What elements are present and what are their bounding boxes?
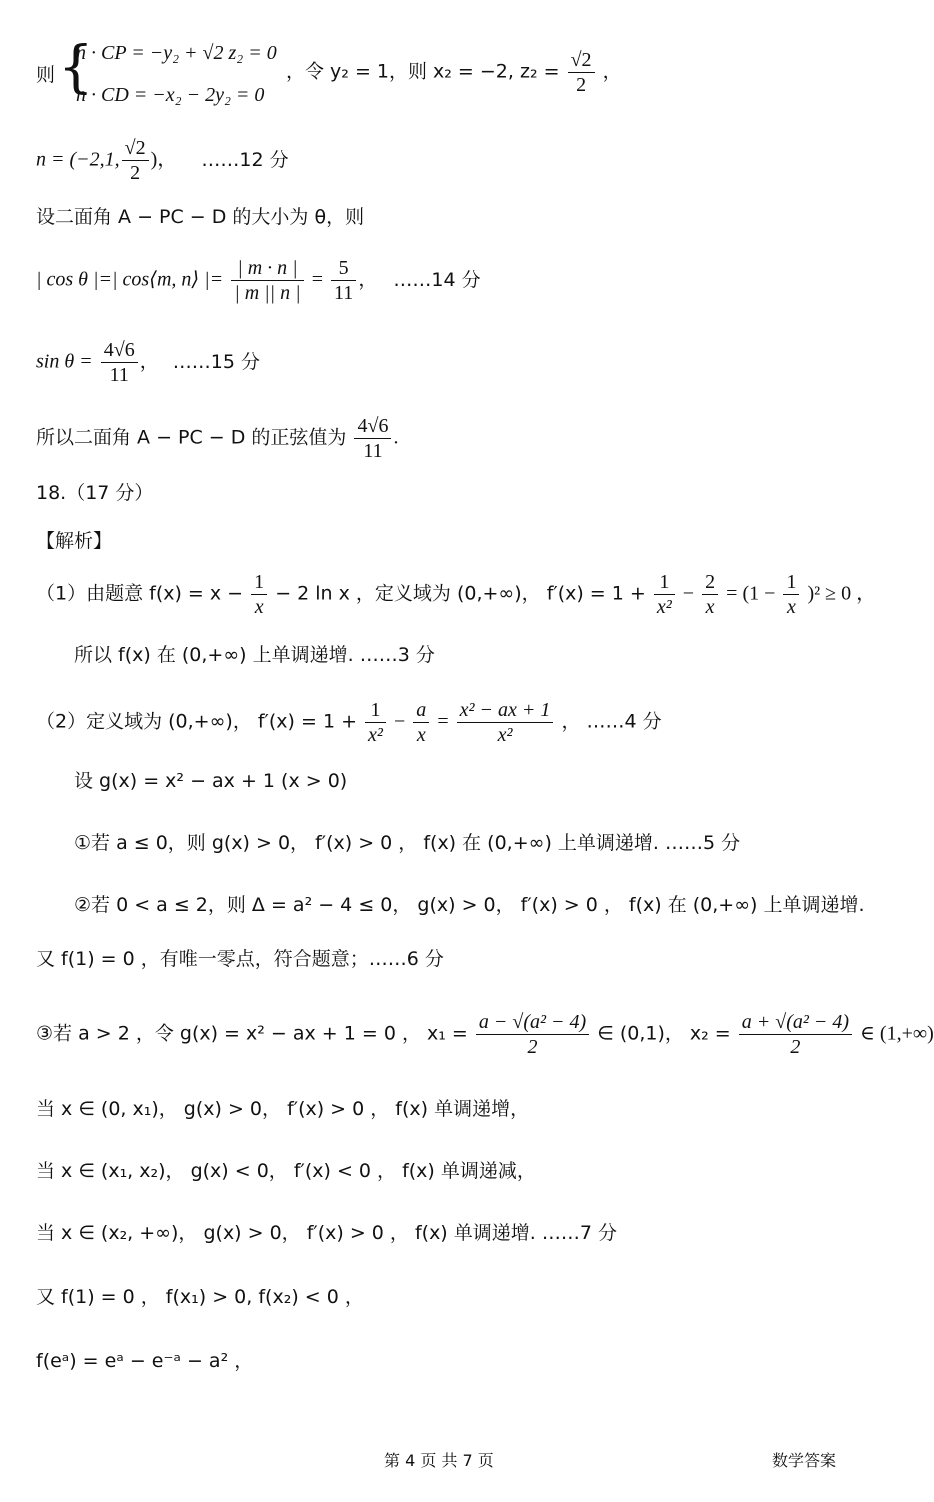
fraction: $\frac{1}{\text{x²}}$ (365, 698, 386, 747)
equation-row-1: n · CP = −y₂ + √2 z₂ = 0 (76, 42, 277, 64)
line-dihedral-angle: 设二面角 A − PC − D 的大小为 θ，则 (36, 206, 365, 228)
line-f-values: 又 f(1) = 0 ， f(x₁) > 0, f(x₂) < 0 ， (36, 1286, 364, 1308)
line-interval-1: 当 x ∈ (0, x₁)， g(x) > 0， f′(x) > 0 ， f(x) 单调递增， (36, 1098, 530, 1120)
fraction: $\frac{a}{x}$ (413, 698, 429, 747)
fraction: $\frac{2}{x}$ (702, 570, 718, 619)
fraction: $\frac{1}{x}$ (251, 570, 267, 619)
line-interval-3: 当 x ∈ (x₂, +∞)， g(x) > 0， f′(x) > 0 ， f(x) 单调递增. ……7 分 (36, 1222, 617, 1244)
line-f-exp: f(eᵃ) = eᵃ − e⁻ᵃ − a² ， (36, 1350, 254, 1372)
fraction: $\frac{\text{x² − ax + 1}}{\text{x²}}$ (457, 698, 554, 747)
page-number: 第 4 页 共 7 页 (384, 1451, 494, 1470)
line-1-mid: ，令 y₂ = 1，则 x₂ = −2, z₂ = (286, 60, 560, 83)
line-monotonic-1: 所以 f(x) 在 (0,+∞) 上单调递增. ……3 分 (74, 644, 435, 666)
equation-row-2: n · CD = −x₂ − 2y₂ = 0 (76, 84, 265, 106)
line-case-2: ②若 0 < a ≤ 2，则 Δ = a² − 4 ≤ 0， g(x) > 0， f′(x) > 0 ， f(x) 在 (0,+∞) 上单调递增. (74, 894, 865, 916)
fraction: $\frac{1}{x}$ (783, 570, 799, 619)
line-interval-2: 当 x ∈ (x₁, x₂)， g(x) < 0， f′(x) < 0 ， f(x) 单调递减， (36, 1160, 536, 1182)
score-14: ……14 分 (393, 268, 481, 291)
left-brace: { (58, 35, 94, 100)
score-12: ……12 分 (201, 148, 289, 171)
footer-label: 数学答案 (772, 1451, 837, 1470)
problem-number: 18.（17 分） (36, 482, 154, 504)
fraction: $\frac{1}{\text{x²}}$ (654, 570, 675, 619)
line-cos-theta: | cos θ |=| cos⟨m, n⟩ |= $\frac{| m \cdot n |}{| m || n |}$ = $\frac{5}{11}$ ， ……14 分 (36, 257, 481, 304)
fraction: $\frac{√2}{2}$ (122, 136, 149, 185)
line-unique-zero: 又 f(1) = 0 ，有唯一零点，符合题意；……6 分 (36, 948, 444, 970)
line-case-3: ③若 a > 2 ，令 g(x) = x² − ax + 1 = 0 ， x₁ = $\frac{\text{a − √(a² − 4)}}{2}$ ∈ (0,1)， x₂ = $\frac{\text{a + √(a² − 4)}}{2}$ ∈ (1,+∞) (36, 1011, 934, 1058)
line-vector-n: n = (−2,1, $\frac{√2}{2}$ )， ……12 分 (36, 137, 289, 184)
line-1-rest: ，令 y₂ = 1，则 x₂ = −2, z₂ = $\frac{√2}{2}$ ， (286, 49, 622, 96)
line-conclusion: 所以二面角 A − PC − D 的正弦值为 $\frac{4√6}{11}$ . (36, 415, 399, 462)
fraction: $\frac{| m \cdot n |}{| m || n |}$ (231, 256, 303, 305)
line-case-1: ①若 a ≤ 0，则 g(x) > 0， f′(x) > 0 ， f(x) 在 (0,+∞) 上单调递增. ……5 分 (74, 832, 741, 854)
line-define-g: 设 g(x) = x² − ax + 1 (x > 0) (74, 770, 348, 792)
fraction: $\frac{\text{a − √(a² − 4)}}{2}$ (476, 1010, 589, 1059)
line-part-1: （1）由题意 f(x) = x − $\frac{1}{x}$ − 2 ln x ，定义域为 (0,+∞)， f′(x) = 1 + $\frac{1}{\text{x²}}$ − $\frac{2}{x}$ = (1 − $\frac{1}{x}$ )² ≥ 0 ， (36, 571, 877, 618)
fraction: $\frac{\text{a + √(a² − 4)}}{2}$ (739, 1010, 852, 1059)
section-label: 【解析】 (36, 530, 113, 552)
fraction: $\frac{√2}{2}$ (568, 48, 595, 97)
fraction: $\frac{4√6}{11}$ (101, 338, 138, 387)
prefix-ze: 则 (36, 64, 56, 86)
line-sin-theta: sin θ = $\frac{4√6}{11}$ ， ……15 分 (36, 339, 260, 386)
fraction: $\frac{4√6}{11}$ (354, 414, 391, 463)
score-15: ……15 分 (172, 350, 260, 373)
line-part-2: （2）定义域为 (0,+∞)， f′(x) = 1 + $\frac{1}{\text{x²}}$ − $\frac{a}{x}$ = $\frac{\text{x² − ax + 1}}{\text{x²}}$ ， ……4 分 (36, 699, 662, 746)
fraction: $\frac{5}{11}$ (331, 256, 356, 305)
